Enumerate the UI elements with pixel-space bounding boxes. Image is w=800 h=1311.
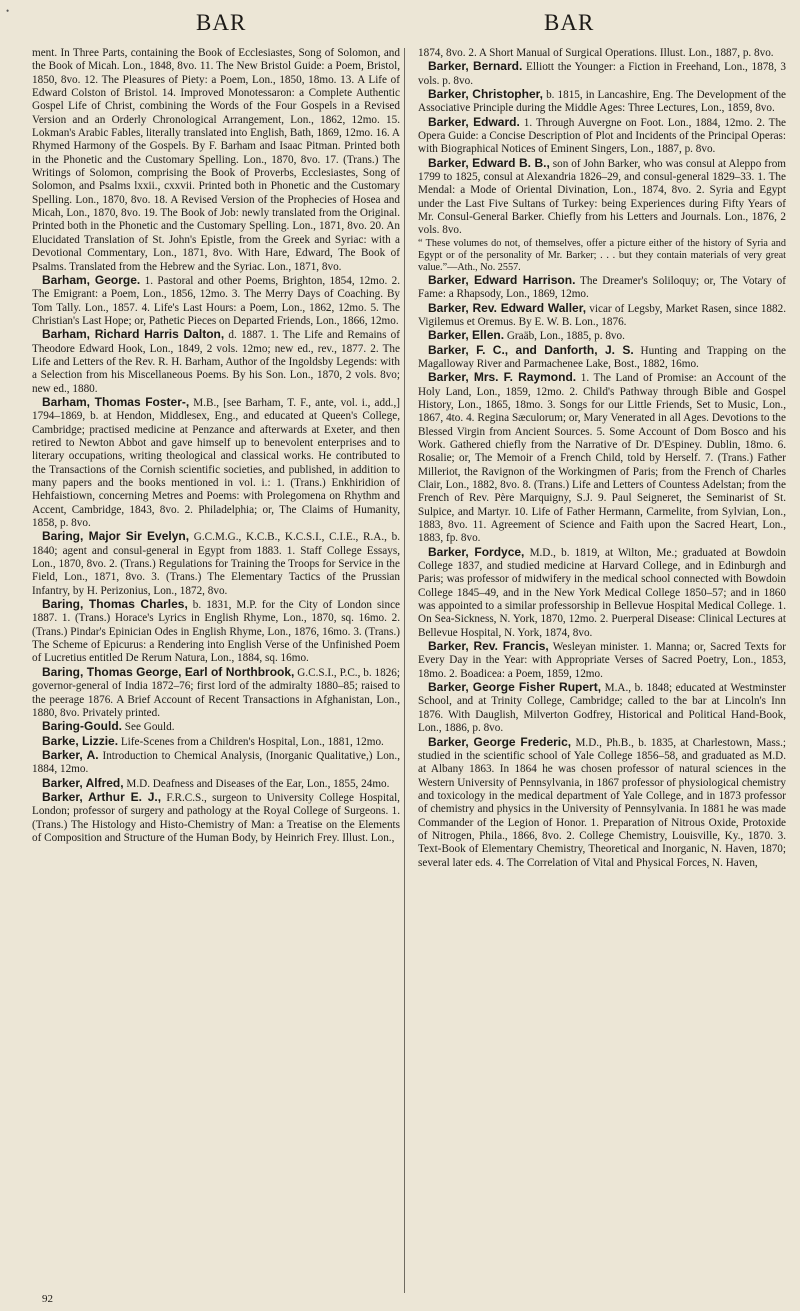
entry-text: M.D. Deafness and Diseases of the Ear, Lon., 1855, 24mo. (126, 777, 390, 790)
bio-entry (418, 274, 786, 302)
entry-headword: Barker, Christopher, (428, 87, 543, 102)
left-column (32, 47, 400, 845)
bio-entry (418, 681, 786, 735)
entry-headword: Barker, Alfred, (42, 775, 124, 790)
entry-headword: Baring, Thomas Charles, (42, 597, 188, 612)
bio-entry (418, 344, 786, 372)
entry-headword: Barker, A. (42, 747, 99, 762)
bio-entry (32, 791, 400, 845)
entry-text: M.D., b. 1819, at Wilton, Me.; graduated at Bowdoin College 1837, and studied medicine at Harvard College, and in Edinburgh and Paris; was professor of midwifery in the medical school connected with Bowdoin College 1845–49, and in the New York Medical College 1850–57; and in 1860 was appointed to a similar professorship in Bellevue Hospital Medical College. 1. On Sea-Sickness, N. York, 1870, 12mo. 2. Puerperal Disease: Clinical Lectures at Bellevue Hospital, N. York, 1874, 8vo. (418, 546, 787, 639)
bio-entry (32, 720, 400, 734)
bio-entry (32, 666, 400, 720)
entry-headword: Barham, George. (42, 272, 141, 287)
bio-entry (418, 60, 786, 88)
entry-text: Elliott the Younger: a Fiction in Freehand, Lon., 1878, 3 vols. p. 8vo. (418, 61, 786, 87)
entry-headword: Barker, Rev. Edward Waller, (428, 300, 587, 315)
entry-text: M.B., [see Barham, T. F., ante, vol. i., add.,] 1794–1869, b. at Hendon, Middlesex, Eng., and educated at Queen's College, Cambridge; practised medicine at Penzance and afterwards at Exeter, and then retired to Newton Abbot and gave himself up to benevolent enterprises and to literary occupations, writing theological and classical works. He contributed to the Transactions of the Cornish scientific societies, and published, in addition to many papers and the books mentioned in vol. i.: 1. (Trans.) Enkhiridion of Hehfaistiown, concerning Metres and Poems: with Prolegomena on Rhythm and Accent, Cambridge, 1843, 8vo. 2. Philadelphia; or, The Claims of Humanity, 1858, p. 8vo. (32, 396, 400, 530)
entry-text: M.A., b. 1848; educated at Westminster School, and at Trinity College, Cambridge; called to the bar at Lincoln's Inn 1876. With Dauglish, Milverton Godfrey, Historical and Political Hand-Book, Lon., 1886, p. 8vo. (418, 682, 787, 735)
bio-entry (418, 546, 786, 640)
entry-text: F.R.C.S., surgeon to University College Hospital, London; professor of surgery and pathology at the Royal College of Surgeons. 1. (Trans.) The Histology and Histo-Chemistry of Man: a Treatise on the Elements of Composition and Structure of the Human Body, by Heinrich Frey. Illust. Lon., (32, 791, 400, 844)
bio-entry (32, 777, 400, 791)
entry-headword: Barker, Edward B. B., (428, 155, 550, 170)
entry-headword: Barker, Rev. Francis, (428, 639, 549, 654)
page-number: 92 (42, 1293, 53, 1305)
entry-text: 1. Through Auvergne on Foot. Lon., 1884, 12mo. 2. The Opera Guide: a Concise Description of Plot and Incidents of the Principal Operas: with Biographical Notices of Eminent Singers, Lon., 1887, p. 8vo. (418, 116, 786, 156)
bio-entry (418, 371, 786, 545)
entry-text: b. 1831, M.P. for the City of London since 1887. 1. (Trans.) Horace's Lyrics in English Rhyme, Lon., 1870, sq. 16mo. 2. (Trans.) Pindar's Epinician Odes in English Rhyme, Lon., 1876, 16mo. 3. (Trans.) The Scheme of Epicurus: a Rendering into English Verse of the Unfinished Poem of Lucretius entitled De Rerum Natura, Lon., 1884, sq. 16mo. (32, 599, 400, 665)
entry-headword: Barker, Edward Harrison. (428, 272, 576, 287)
entry-text: 1. The Land of Promise: an Account of the Holy Land, Lon., 1859, 12mo. 2. Child's Pathway through Bible and Gospel History, Lon., 1865, 18mo. 3. Songs for our Little Friends, Set to Music, Lon., 1867, 4to. 4. Regina Sæculorum; or, Mary Venerated in all Ages. Devotions to the Blessed Virgin from Ancient Sources. 5. Some Account of Dom Bosco and his Work. Gathered chiefly from the Narrative of Dr. D'Espiney. Dublin, 18mo. 6. Rosalie; or, The Memoir of a French Child, told by Herself. 7. (Trans.) Father Milleriot, the Ravignon of the Workingmen of Paris; from the French of Charles Clair, Lon., 1882, 8vo. 8. (Trans.) Life and Letters of Countess Adelstan; from the French of Rev. Père Marquigny, S.J. 9. Paul Seigneret, the Seminarist of St. Sulpice, and Martyr. 10. Life of Father Hermann, Carmelite, from Sylvian, Lon., 1883, 8vo. 11. Agreement of Science and Faith upon the Sacred Heart, Lon., 1883, fp. 8vo. (418, 372, 787, 545)
entry-headword: Barker, Mrs. F. Raymond. (428, 370, 577, 385)
bio-entry (418, 116, 786, 157)
running-header (0, 10, 800, 38)
entry-text: son of John Barker, who was consul at Aleppo from 1799 to 1825, consul at Alexandria 1826–29, and consul-general 1829–33. 1. The Mendal: a Mode of Oriental Divination, Lon., 1874, 8vo. 2. Syria and Egypt under the Last Five Sultans of Turkey: being Experiences during Fifty Years of Mr. Consul-General Barker. Chiefly from his Letters and Journals. Lon., 1876, 2 vols. 8vo. (418, 157, 787, 237)
header-left-guide-word: BAR (196, 10, 247, 35)
bio-entry (418, 47, 786, 60)
entry-headword: Baring-Gould. (42, 719, 122, 734)
entry-text: See Gould. (124, 721, 175, 734)
entry-headword: Barker, Fordyce, (428, 544, 525, 559)
right-column (418, 47, 786, 870)
bio-entry (32, 530, 400, 598)
bio-entry (418, 302, 786, 330)
entry-text: The Dreamer's Soliloquy; or, The Votary of Fame: a Rhapsody, Lon., 1869, 12mo. (418, 274, 786, 301)
bio-entry (32, 598, 400, 666)
column-divider (404, 48, 405, 1293)
entry-text: ment. In Three Parts, containing the Book of Ecclesiastes, Song of Solomon, and the Book of Micah. Lon., 1848, 8vo. 11. The New Bristol Guide: a Poem, Bristol, 1850, 8vo. 12. The Pleasures of Piety: a Poem, Lon., 1850, 18mo. 13. A Life of Edward Colston of Bristol. 14. Improved Monotessaron: a Complete Authentic Gospel Life of Christ, combining the Words of the Four Gospels in a Revised Version and an Orderly Chronological Arrangement, Lon., 1862, 12mo. 15. Lokman's Arabic Fables, literally translated into English, Bath, 1869, 12mo. 16. A Rhymed Harmony of the Gospels. By F. Barham and Isaac Pitman. Printed both in the Phonetic and the Customary Spelling. Lon., 1870, 8vo. 17. (Trans.) The Writings of Solomon, comprising the Book of Proverbs, Ecclesiastes, Song of Solomon, and Psalms lxxii., cxxvii. Printed both in Phonetic and the Customary Spelling. Lon., 1870, 8vo. 18. A Revised Version of the Prophecies of Hosea and Micah, Lon., 1870, 8vo. 19. The Book of Job: newly translated from the Original. Printed both in the Phonetic and the Customary Spelling. Lon., 1871, 8vo. 20. An Elucidated Translation of St. John's Epistle, from the Greek and Syriac: with a Devotional Commentary, Lon., 1871, 8vo. With Hare, Edward, The Book of Psalms. Translated from the Hebrew and the Syriac. Lon., 1871, 8vo. (32, 47, 400, 273)
entry-headword: Barker, Edward. (428, 114, 520, 129)
entry-text: M.D., Ph.B., b. 1835, at Charlestown, Mass.; studied in the scientific school of Yale College 1856–58, and graduated as M.D. at Albany 1863. In 1864 he was chosen professor of natural sciences in the Western University of Pennsylvania, in 1867 professor of physiological chemistry and toxicology in the medical department of Yale College, and in 1873 professor of chemistry and physics in the University of Pennsylvania. In 1881 he was made Commander of the Legion of Honor. 1. Preparation of Nitrous Oxide, Protoxide of Nitrogen, Phila., 1866, 8vo. 2. College Chemistry, Louisville, Ky., 1870. 3. Text-Book of Elementary Chemistry, Theoretical and Inorganic, N. Haven, 1870; several later eds. 4. The Correlation of Vital and Physical Forces, N. Haven, (418, 736, 786, 869)
bio-entry (32, 396, 400, 530)
entry-headword: Barker, F. C., and Danforth, J. S. (428, 342, 634, 357)
bio-entry (32, 735, 400, 749)
entry-text: Hunting and Trapping on the Magalloway River and Parmachenee Lake, Bost., 1882, 16mo. (418, 344, 787, 370)
entry-headword: Barker, George Frederic, (428, 734, 572, 749)
entry-headword: Barham, Thomas Foster-, (42, 394, 190, 409)
bio-entry (418, 329, 786, 343)
entry-text: Wesleyan minister. 1. Manna; or, Sacred Texts for Every Day in the Year: with Appropriate Verses of Sacred Poetry, Lon., 1853, 18mo. 2. Boadicea: a Poem, 1859, 12mo. (418, 641, 786, 680)
entry-headword: Barker, Bernard. (428, 59, 523, 74)
entry-text: “ These volumes do not, of themselves, offer a picture either of the history of Syria and Egypt or of the personality of Mr. Barker; . . . but they contain materials of very great value.”—Ath., No. 2557. (418, 237, 786, 273)
entry-text: b. 1815, in Lancashire, Eng. The Development of the Associative Principle during the Middle Ages: Three Lectures, Lon., 1859, 8vo. (418, 89, 786, 115)
entry-headword: Baring, Thomas George, Earl of Northbrook, (42, 664, 295, 679)
entry-text: Life-Scenes from a Children's Hospital, Lon., 1881, 12mo. (120, 735, 384, 748)
margin-mark: • (6, 6, 10, 16)
header-right-guide-word: BAR (544, 10, 595, 35)
bio-entry (32, 274, 400, 328)
entry-text: d. 1887. 1. The Life and Remains of Theodore Edward Hook, Lon., 1849, 2 vols. 12mo; new ed., rev., 1877. 2. The Life and Letters of the Rev. R. H. Barham, Author of the Ingoldsby Legends: with a Selection from his Miscellaneous Poems. By his Son. Lon., 1870, 2 vols. 8vo; new ed., 1880. (32, 329, 400, 395)
entry-text: G.C.S.I., P.C., b. 1826; governor-general of India 1872–76; first lord of the admiralty 1880–85; raised to the peerage 1876. A Brief Account of Recent Transactions in Afghanistan, Lon., 1880, 8vo. Privately printed. (32, 666, 401, 719)
entry-headword: Barker, Arthur E. J., (42, 789, 162, 804)
entry-text: Graäb, Lon., 1885, p. 8vo. (506, 330, 625, 343)
bio-entry (32, 47, 400, 274)
bio-entry (32, 749, 400, 777)
entry-text: Introduction to Chemical Analysis, (Inorganic Qualitative,) Lon., 1884, 12mo. (32, 749, 400, 776)
entry-headword: Barker, George Fisher Rupert, (428, 680, 602, 695)
entry-headword: Baring, Major Sir Evelyn, (42, 529, 190, 544)
bio-entry (418, 736, 786, 870)
entry-text: vicar of Legsby, Market Rasen, since 1882. Vigilemus et Oremus. By E. W. B. Lon., 1876. (418, 302, 786, 328)
bio-entry (418, 88, 786, 116)
entry-text: 1874, 8vo. 2. A Short Manual of Surgical Operations. Illust. Lon., 1887, p. 8vo. (418, 47, 774, 59)
bio-entry (418, 640, 786, 681)
entry-headword: Barker, Ellen. (428, 328, 505, 343)
bio-entry (32, 328, 400, 396)
entry-headword: Barke, Lizzie. (42, 733, 119, 748)
entry-text: 1. Pastoral and other Poems, Brighton, 1854, 12mo. 2. The Emigrant: a Poem, Lon., 1856, 12mo. 3. The Merry Days of Coaching. By Tom Tally. Lon., 1857. 4. Life's Last Hours: a Poem, Lon., 1862, 12mo. 5. The Christian's Last Hope; or, Pathetic Pieces on Departed Friends, Lon., 1866, 12mo. (32, 274, 400, 327)
bio-entry (418, 238, 786, 274)
entry-text: G.C.M.G., K.C.B., K.C.S.I., C.I.E., R.A., b. 1840; agent and consul-general in Egypt from 1883. 1. Staff College Essays, Lon., 1870, 8vo. 2. (Trans.) Regulations for Training the Troops for Service in the Field, Lon., 1871, 8vo. 3. (Trans.) The Elementary Tactics of the Prussian Infantry, by H. Perizonius, Lon., 1872, 8vo. (32, 531, 401, 597)
entry-headword: Barham, Richard Harris Dalton, (42, 327, 225, 342)
bio-entry (418, 157, 786, 238)
